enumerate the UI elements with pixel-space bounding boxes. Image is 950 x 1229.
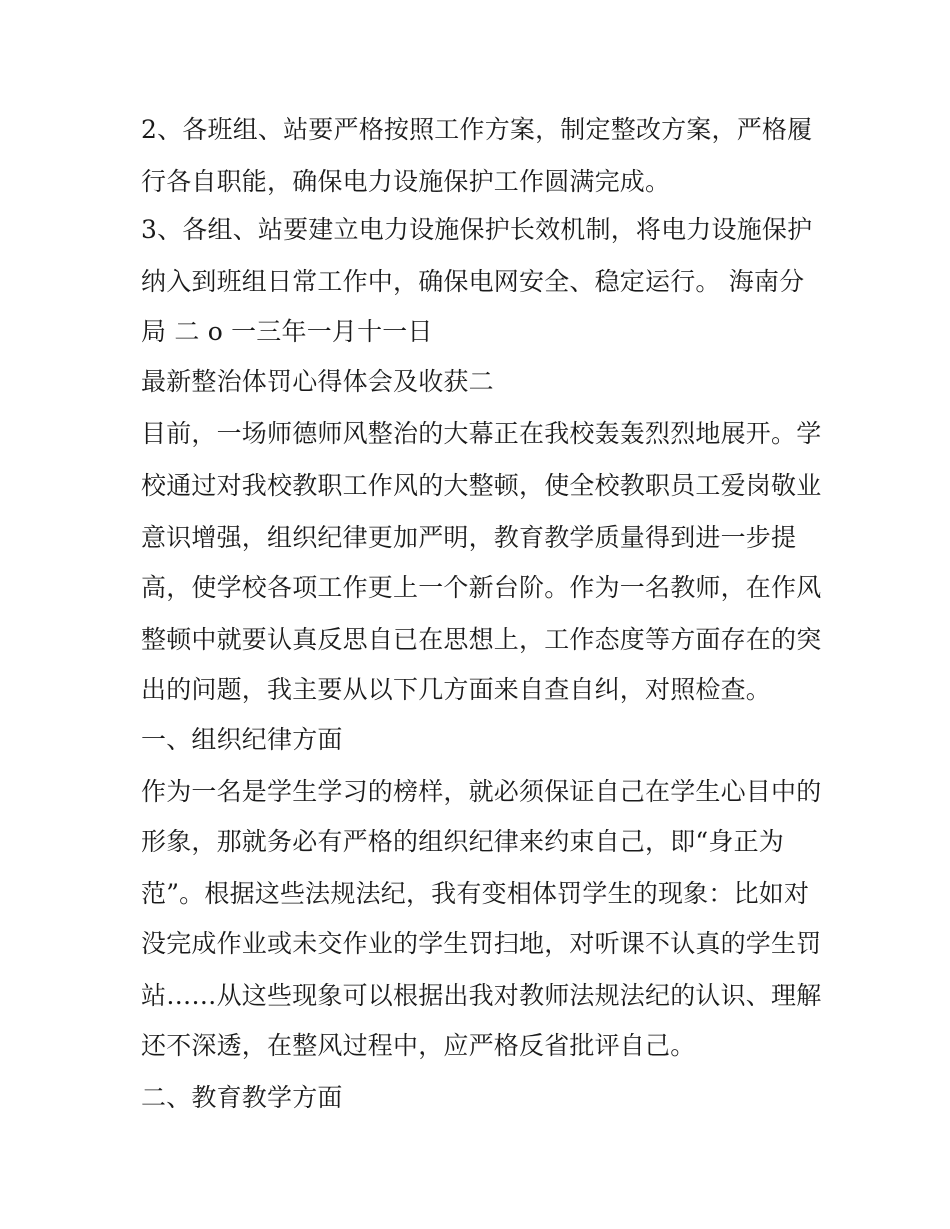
text-line: 2、各班组、站要严格按照工作方案，制定整改方案，严格履 (141, 115, 813, 144)
text-line: 纳入到班组日常工作中，确保电网安全、稳定运行。 海南分 (141, 267, 805, 296)
text-line: 目前，一场师德师风整治的大幕正在我校轰轰烈烈地展开。学 (141, 419, 822, 448)
text-line: 出的问题，我主要从以下几方面来自查自纠，对照检查。 (141, 675, 772, 704)
text-line: 作为一名是学生学习的榜样，就必须保证自己在学生心目中的 (141, 777, 822, 806)
text-line: 形象，那就务必有严格的组织纪律来约束自己，即“身正为 (141, 827, 784, 856)
text-line: 整顿中就要认真反思自已在思想上，工作态度等方面存在的突 (141, 625, 822, 654)
section-heading: 最新整治体罚心得体会及收获二 (141, 367, 494, 396)
text-line: 还不深透，在整风过程中，应严格反省批评自己。 (141, 1031, 696, 1060)
text-line: 没完成作业或未交作业的学生罚扫地，对听课不认真的学生罚 (141, 929, 822, 958)
text-line: 站……从这些现象可以根据出我对教师法规法纪的认识、理解 (141, 981, 822, 1010)
text-line: 意识增强，组织纪律更加严明，教育教学质量得到进一步提 (141, 523, 797, 552)
text-line: 范”。根据这些法规法纪，我有变相体罚学生的现象：比如对 (141, 879, 810, 908)
text-line: 高，使学校各项工作更上一个新台阶。作为一名教师，在作风 (141, 573, 822, 602)
section-heading: 二、教育教学方面 (141, 1083, 343, 1112)
text-line: 3、各组、站要建立电力设施保护长效机制，将电力设施保护 (141, 215, 813, 244)
text-line: 局 二 o 一三年一月十一日 (141, 317, 433, 346)
text-line: 校通过对我校教职工作风的大整顿，使全校教职员工爱岗敬业 (141, 471, 822, 500)
section-heading: 一、组织纪律方面 (141, 725, 343, 754)
text-line: 行各自职能，确保电力设施保护工作圆满完成。 (141, 167, 671, 196)
